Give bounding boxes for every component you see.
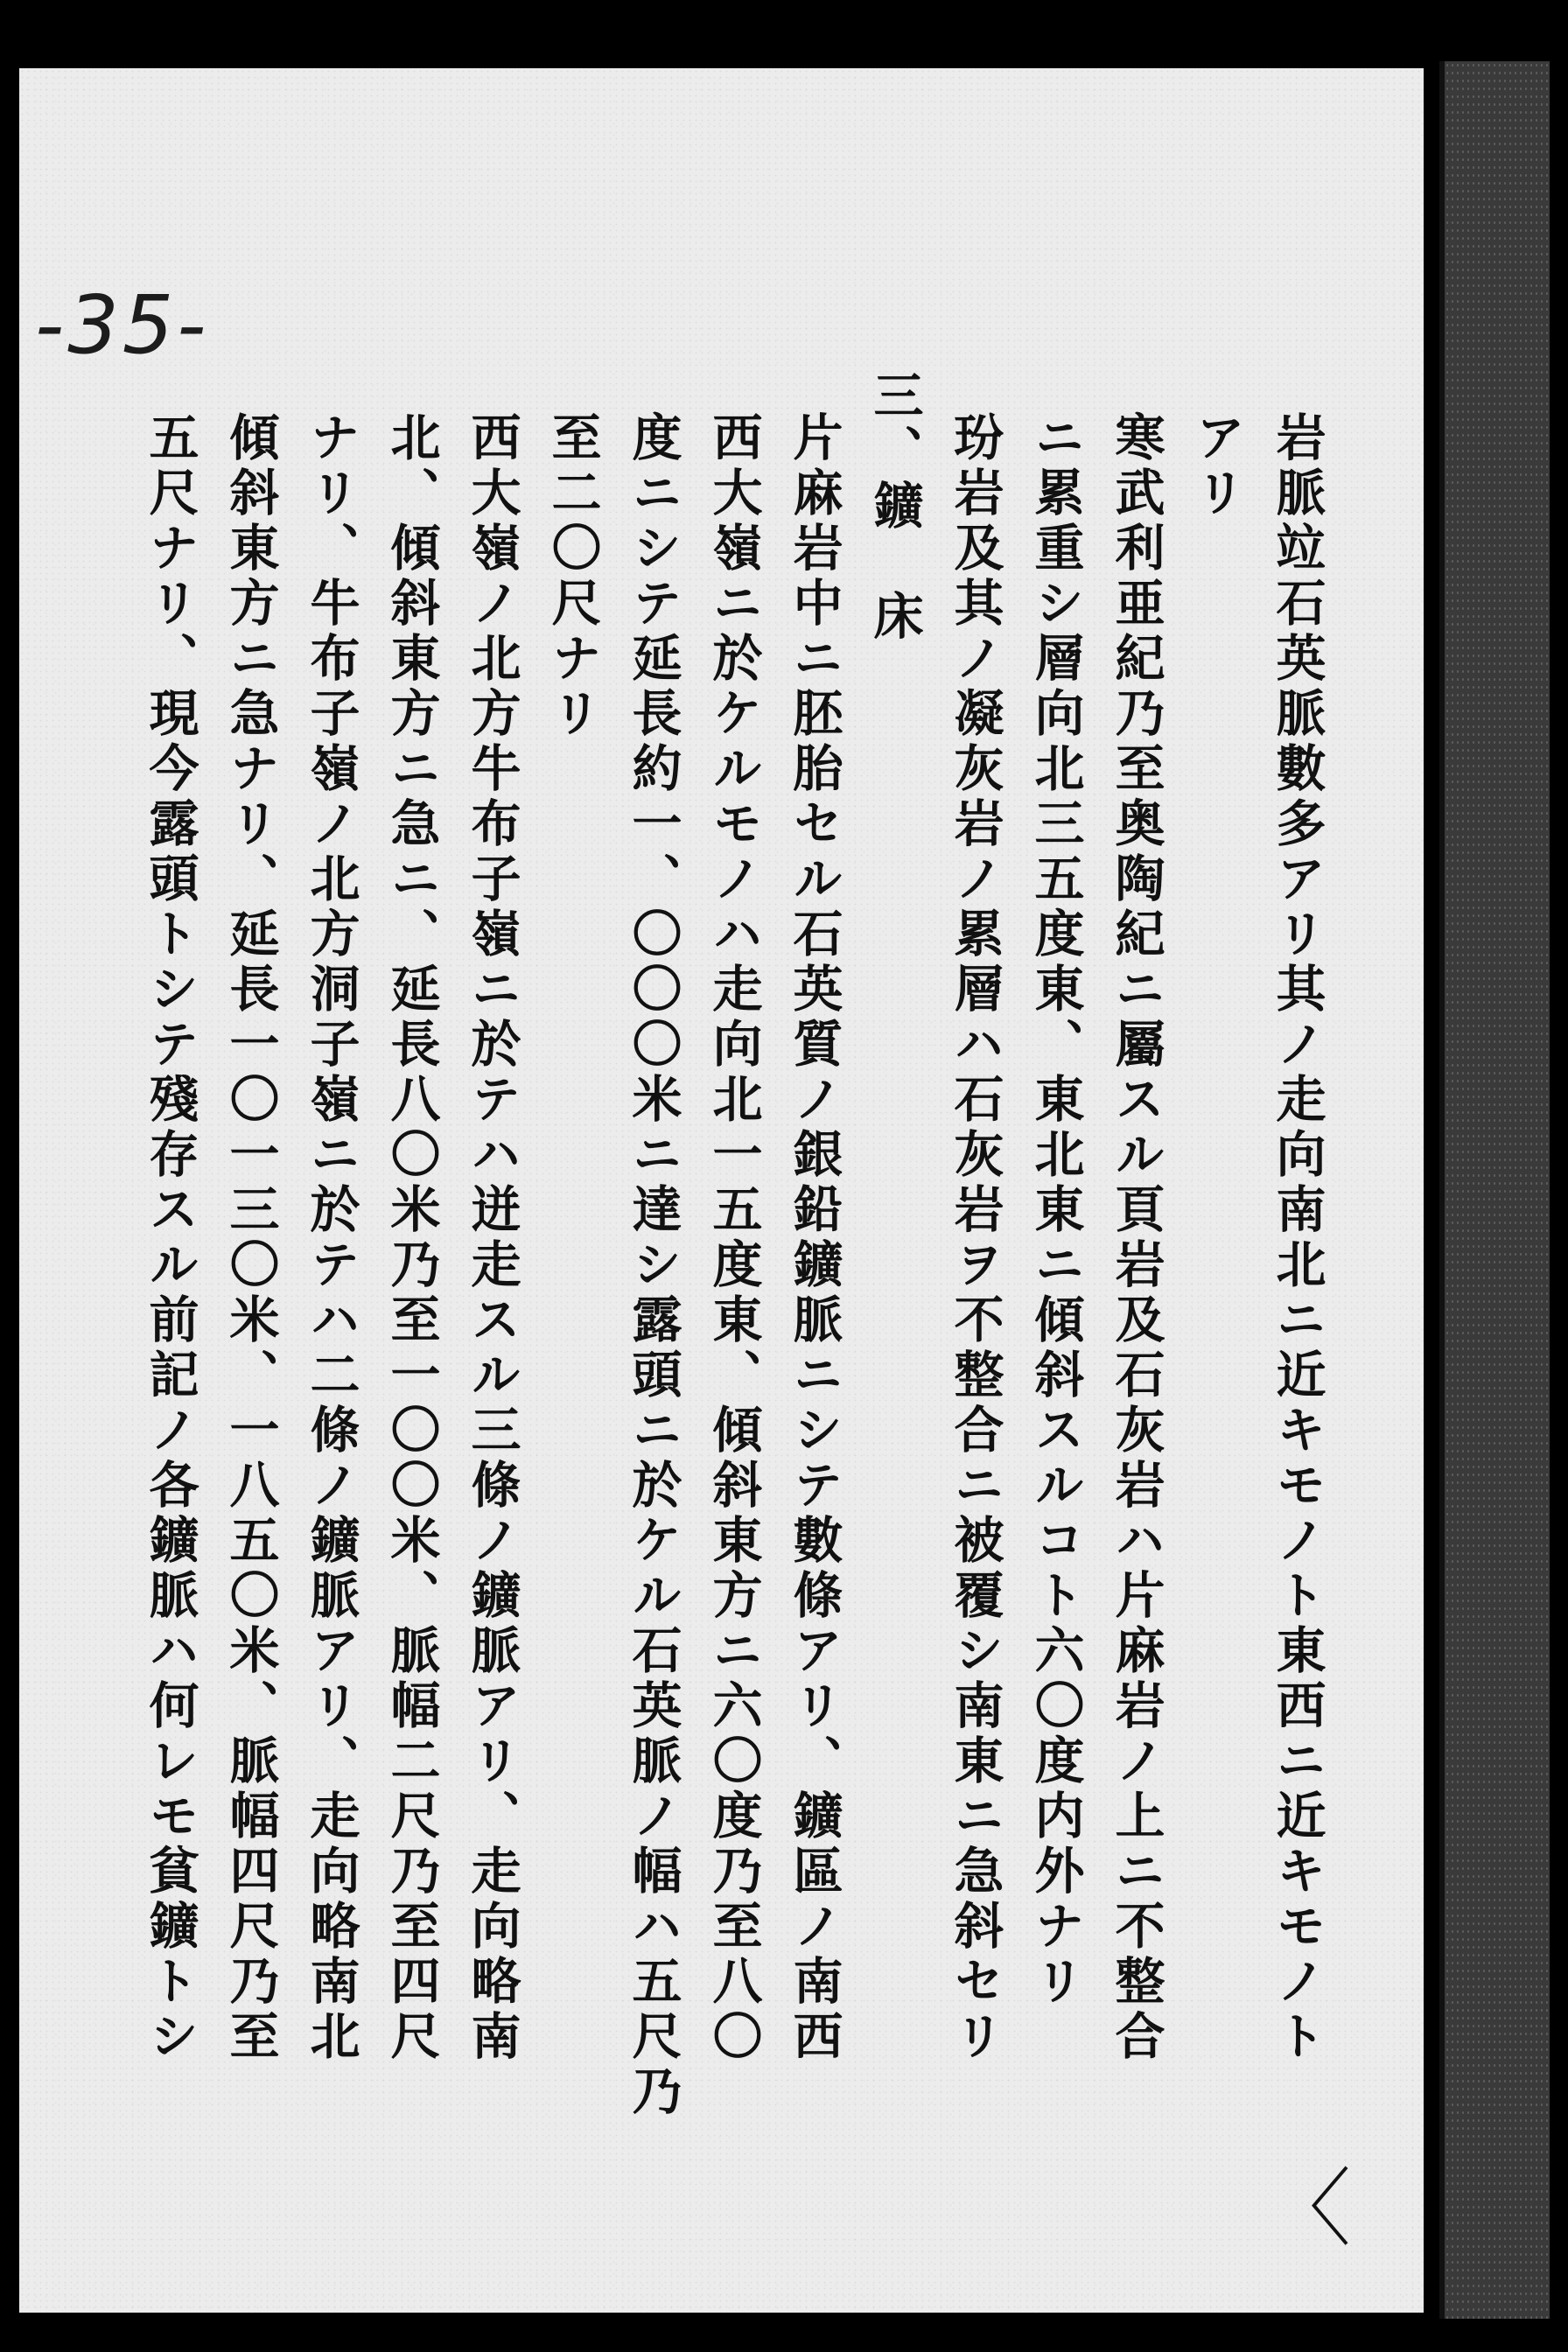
text-column: 岩脈竝石英脈數多アリ其ノ走向南北ニ近キモノト東西ニ近キモノト (1268, 411, 1326, 2065)
text-column: 玢岩及其ノ凝灰岩ノ累層ハ石灰岩ヲ不整合ニ被覆シ南東ニ急斜セリ (946, 411, 1004, 2065)
text-column: ニ累重シ層向北三五度東、東北東ニ傾斜スルコト六〇度内外ナリ (1026, 411, 1085, 2010)
next-page-edge (1439, 61, 1550, 2319)
text-column: 寒武利亜紀乃至奥陶紀ニ屬スル頁岩及石灰岩ハ片麻岩ノ上ニ不整合 (1107, 411, 1166, 2065)
text-column: アリ (1187, 411, 1246, 522)
text-column: 西大嶺ニ於ケルモノハ走向北一五度東、傾斜東方ニ六〇度乃至八〇 (704, 411, 763, 2065)
text-column: ナリ、牛布子嶺ノ北方洞子嶺ニ於テハ二條ノ鑛脈アリ、走向略南北 (302, 411, 360, 2065)
section-heading: 三、鑛 床 (865, 369, 924, 645)
text-column: 西大嶺ノ北方牛布子嶺ニ於テハ迸走スル三條ノ鑛脈アリ、走向略南 (463, 411, 522, 2065)
text-column: 五尺ナリ、現今露頭トシテ殘存スル前記ノ各鑛脈ハ何レモ貧鑛トシ (141, 411, 200, 2065)
text-column: 至二〇尺ナリ (543, 411, 602, 742)
handwritten-bracket-mark: 〈 (1267, 2160, 1351, 2258)
text-column: 傾斜東方ニ急ナリ、延長一〇一三〇米、一八五〇米、脈幅四尺乃至 (221, 411, 280, 2065)
text-column: 片麻岩中ニ胚胎セル石英質ノ銀鉛鑛脈ニシテ數條アリ、鑛區ノ南西 (785, 411, 844, 2065)
page-number: -35- (35, 278, 210, 372)
vertical-text-body (131, 369, 1339, 2152)
text-column: 度ニシテ延長約一、〇〇〇米ニ達シ露頭ニ於ケル石英脈ノ幅ハ五尺乃 (624, 411, 682, 2120)
text-column: 北、傾斜東方ニ急ニ、延長八〇米乃至一〇〇米、脈幅二尺乃至四尺 (382, 411, 441, 2065)
